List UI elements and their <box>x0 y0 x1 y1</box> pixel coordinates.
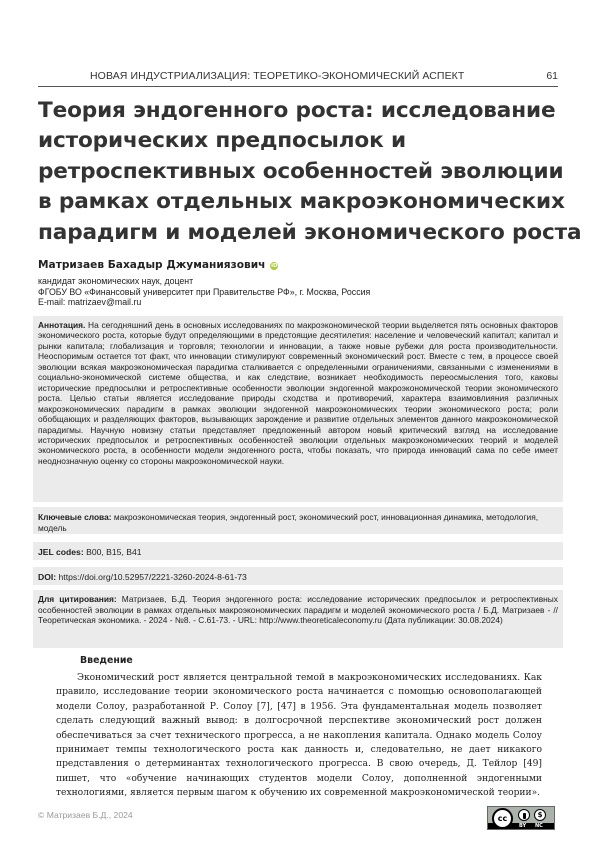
keywords-label: Ключевые слова: <box>38 512 112 522</box>
title-line: Теория эндогенного роста: исследование <box>38 98 556 123</box>
citation <box>38 594 558 626</box>
header-rule <box>38 86 558 87</box>
title-line: ретроспективных особенностей эволюции <box>38 158 564 184</box>
author-degree: кандидат экономических наук, доцент <box>38 276 194 286</box>
keywords <box>38 512 558 533</box>
cc-icon: cc <box>492 808 513 829</box>
jel-text: B00, B15, B41 <box>86 547 142 557</box>
keywords-text: макроэкономическая теория, эндогенный рост, экономический рост, инновационная динамика, методология, модель <box>38 512 539 533</box>
orcid-icon[interactable]: iD <box>271 263 278 269</box>
citation-label: Для цитирования: <box>38 594 117 604</box>
title-line: в рамках отдельных макроэкономических <box>38 189 565 215</box>
jel-label: JEL codes: <box>38 547 84 557</box>
jel-codes <box>38 547 142 557</box>
cc-by-label: BY <box>519 823 527 829</box>
abstract <box>38 320 558 466</box>
title-line: исторических предпосылок и <box>38 128 406 154</box>
doi-label: DOI: <box>38 572 57 582</box>
running-header <box>38 70 558 86</box>
cc-by-icon <box>518 809 530 821</box>
abstract-label: Аннотация. <box>38 320 86 330</box>
copyright: © Матризаев Б.Д., 2024 <box>38 810 133 820</box>
abstract-text: На сегодняшний день в основных исследованиях по макроэкономической теории выделяется пять основных факторов экономического роста, которые будут определяющими в предстоящие десятилетия: население и человеческий капитал; капитал и рынки капитала; глобализация и торговля; технологии и инновации, а также новые рубежи для роста производительности. Неоспоримым остается тот факт, что инновации стимулируют современный экономический рост. Вместе с тем, в процессе своей эволюции всякая макроэкономическая парадигма сталкивается с определенными ограничениями, связанными с изменениями в социально-экономической системе общества, и как следствие, возникает необходимость переосмысления того, каковы исторические предпосылки и ретроспективные особенности эволюции эндогенной макроэкономической теории экономического роста. Целью статьи является исследование природы сходства и противоречий, характера взаимовлияния различных макроэкономических парадигм в рамках эволюции эндогенной макроэкономических теории экономического роста; роли обобщающих и разделяющих факторов, вызывающих зарождение и развитие отдельных элементов данного макроэкономической парадигмы. Научную новизну статьи представляет предложенный автором новый критический взгляд на исследование исторических предпосылок и ретроспективных особенностей эволюции отдельных макроэкономических теорий и моделей экономического роста, в особенности модели эндогенного роста, чтобы показать, что природа инноваций сама по себе имеет неоднозначную оценку со стороны макроэкономической науки. <box>38 320 558 466</box>
doi <box>38 572 247 582</box>
article-title <box>38 96 582 248</box>
intro-paragraph: Экономический рост является центральной темой в макроэкономических исследованиях. Как правило, исследование теории экономического роста начинается с помощью основополагающей модели Солоу, разработанной Р. Солоу [7], [47] в 1956. Эта фундаментальная модель позволяет сделать следующий важный вывод: в долгосрочной перспективе экономический рост должен обеспечиваться за счет технического прогресса, а не накопления капитала. Однако модель Солоу принимает темпы технологического роста как данность и, следовательно, не дает никакого представления о детерминантах технологического прогресса. В свою очередь, Д. Тейлор [49] пишет, что «обучение начинающих студентов модели Солоу, дополненной эндогенными технологиями, является первым шагом к обучению их современной макроэкономической теории». <box>56 673 542 799</box>
author-organization: ФГОБУ ВО «Финансовый университет при Правительстве РФ», г. Москва, Россия <box>38 286 371 297</box>
intro-body <box>56 671 542 801</box>
cc-nc-icon: $ <box>534 809 546 821</box>
author-email[interactable]: E-mail: matrizaev@mail.ru <box>38 297 142 308</box>
title-line: парадигм и моделей экономического роста <box>38 219 582 245</box>
running-title: НОВАЯ ИНДУСТРИАЛИЗАЦИЯ: ТЕОРЕТИКО-ЭКОНОМИЧЕСКИЙ АСПЕКТ <box>90 70 465 82</box>
author-line <box>38 259 278 271</box>
citation-text: Матризаев, Б.Д. Теория эндогенного роста: исследование исторических предпосылок и ретроспективных особенностей эволюции в рамках отдельных макроэкономических парадигм и моделей экономического роста / Б.Д. Матризаев - // Теоретическая экономика. - 2024 - №8. - С.61-73. - URL: http://www.theoreticaleconomy.ru (Дата публикации: 30.08.2024) <box>38 594 558 625</box>
cc-license-badge[interactable] <box>487 806 555 830</box>
page-number: 61 <box>546 70 558 82</box>
author-name: Матризаев Бахадыр Джуманиязович <box>38 259 266 271</box>
section-heading-intro: Введение <box>80 655 133 666</box>
author-affiliation <box>38 276 370 308</box>
doi-link[interactable]: https://doi.org/10.52957/2221-3260-2024-8-61-73 <box>58 572 247 582</box>
cc-nc-label: NC <box>535 823 543 829</box>
